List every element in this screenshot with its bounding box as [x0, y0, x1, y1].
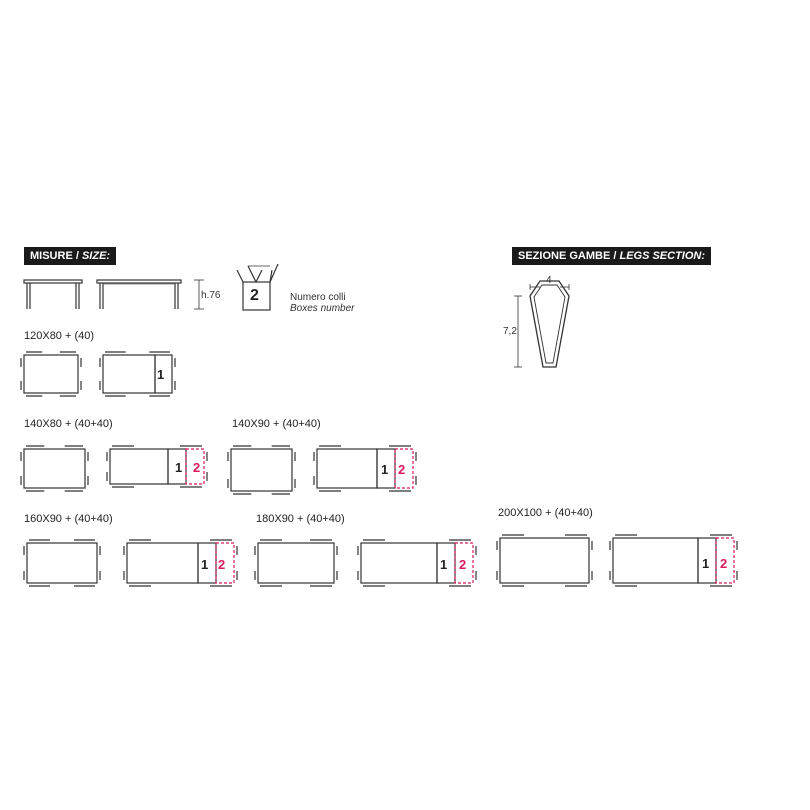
ext-2-200x100: 2: [720, 556, 728, 571]
table-160x90-closed: [27, 543, 97, 583]
sizes-header-main: MISURE /: [30, 250, 82, 262]
table-front-view-closed: [24, 280, 82, 309]
leg-section-dimensions: [514, 284, 569, 367]
ext-1-140x80: 1: [175, 460, 183, 475]
table-120x80-closed: [24, 355, 78, 393]
table-160x90-extended-top: [127, 543, 198, 583]
boxes-label-it: Numero colli: [290, 292, 346, 303]
table-180x90-closed: [258, 543, 334, 583]
model-label-140x90: 140X90 + (40+40): [232, 418, 321, 430]
table-120x80-extended-top: [103, 355, 155, 393]
model-label-120x80: 120X80 + (40): [24, 330, 95, 342]
leg-height-label: 7,2: [503, 326, 517, 337]
ext-1-160x90: 1: [201, 557, 209, 572]
model-label-160x90: 160X90 + (40+40): [24, 513, 113, 525]
table-140x80-extended-top: [110, 449, 168, 484]
table-200x100-extended-top: [613, 538, 698, 583]
legs-header-sub: LEGS SECTION:: [619, 250, 706, 262]
boxes-label-en: Boxes number: [290, 303, 355, 314]
table-140x80-closed: [24, 449, 85, 488]
table-plans: [21, 352, 737, 586]
ext-2-160x90: 2: [218, 557, 226, 572]
ext-1-140x90: 1: [381, 462, 389, 477]
leg-width-label: 4: [546, 275, 552, 286]
sizes-header-sub: SIZE:: [81, 250, 111, 262]
ext-1-180x90: 1: [440, 557, 448, 572]
table-200x100-closed: [500, 538, 589, 583]
model-label-200x100: 200X100 + (40+40): [498, 507, 593, 519]
table-180x90-extended-top: [361, 543, 437, 583]
table-140x90-extended-top: [317, 449, 377, 488]
table-front-view-extended: [97, 280, 181, 309]
model-label-140x80: 140X80 + (40+40): [24, 418, 113, 430]
ext-2-180x90: 2: [459, 557, 467, 572]
ext-1-120x80: 1: [157, 367, 165, 382]
model-label-180x90: 180X90 + (40+40): [256, 513, 345, 525]
legs-header-main: SEZIONE GAMBE /: [518, 250, 620, 262]
height-label: h.76: [201, 290, 221, 301]
ext-2-140x90: 2: [398, 462, 406, 477]
ext-1-200x100: 1: [702, 556, 710, 571]
table-140x90-closed: [231, 449, 292, 491]
leg-section-profile: [530, 281, 569, 367]
boxes-count: 2: [250, 287, 259, 304]
ext-2-140x80: 2: [193, 460, 201, 475]
